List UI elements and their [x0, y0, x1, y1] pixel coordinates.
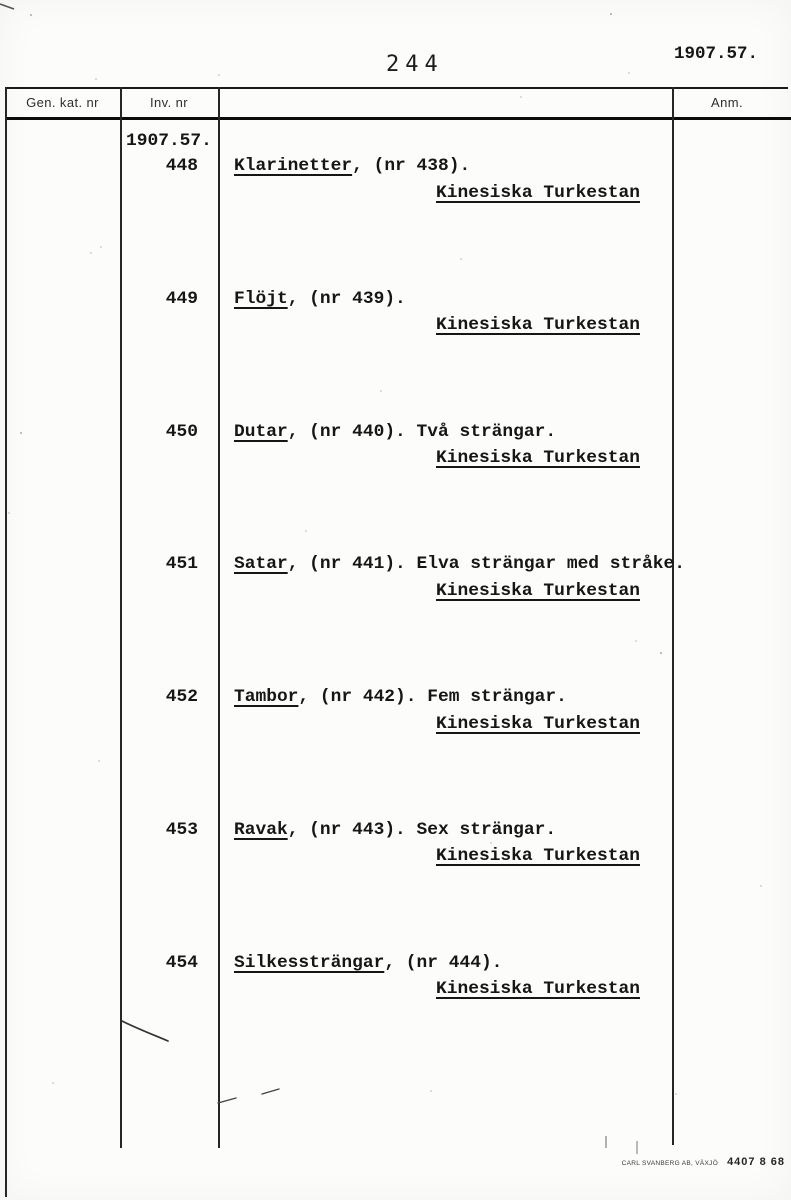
scan-speck [380, 390, 382, 392]
column-header-gen-kat-nr: Gen. kat. nr [26, 95, 99, 110]
scan-speck [760, 885, 762, 887]
table-row [0, 290, 791, 423]
entry-text [234, 688, 567, 708]
printer-name: CARL SVANBERG AB, VÄXJÖ [621, 1160, 719, 1167]
scan-speck [90, 252, 92, 254]
inventory-number: 448 [165, 156, 198, 176]
scan-speck [635, 640, 637, 642]
object-description: , (nr 439). [287, 288, 406, 309]
scan-speck [305, 530, 307, 532]
object-name: Silkessträngar [234, 952, 385, 973]
column-header-inv-nr: Inv. nr [150, 95, 188, 110]
scan-speck [100, 246, 102, 248]
object-name: Satar [234, 554, 288, 575]
origin-label: Kinesiska Turkestan [436, 448, 640, 469]
table-row [0, 954, 791, 1087]
scan-speck [490, 842, 492, 844]
object-name: Dutar [234, 421, 288, 442]
scan-speck [430, 1090, 432, 1092]
origin-label: Kinesiska Turkestan [436, 979, 640, 1000]
origin-label: Kinesiska Turkestan [436, 846, 640, 867]
pencil-dash-1 [218, 1098, 236, 1103]
printer-imprint [622, 1156, 785, 1168]
page-number: 244 [386, 52, 444, 77]
table-row [0, 555, 791, 688]
pencil-dash-2 [262, 1089, 279, 1094]
entry-text [234, 423, 556, 443]
entry-text [234, 157, 470, 177]
origin-label: Kinesiska Turkestan [436, 315, 640, 336]
scan-speck [30, 14, 32, 16]
object-description: , (nr 440). Två strängar. [287, 421, 557, 442]
inventory-number: 451 [165, 554, 198, 575]
scan-speck [610, 13, 612, 15]
scan-speck [52, 1082, 54, 1084]
scan-speck [460, 258, 462, 260]
object-description: , (nr 444). [384, 952, 503, 973]
printer-code: 4407 8 68 [727, 1156, 785, 1168]
object-name: Tambor [234, 687, 299, 708]
inventory-number: 450 [165, 421, 198, 442]
table-top-rule [5, 87, 788, 89]
origin-label: Kinesiska Turkestan [436, 182, 640, 203]
scan-speck [8, 512, 10, 514]
scan-speck [520, 96, 522, 98]
object-description: , (nr 438). [352, 156, 471, 176]
object-description: , (nr 443). Sex strängar. [287, 819, 557, 840]
entry-text [234, 821, 556, 841]
scan-speck [20, 432, 22, 434]
column-header-anm: Anm. [711, 95, 743, 110]
object-name: Ravak [234, 819, 288, 840]
scan-speck [95, 78, 97, 80]
table-row [0, 821, 791, 954]
inventory-number: 454 [165, 952, 198, 973]
object-description: , (nr 442). Fem strängar. [298, 687, 567, 708]
object-name: Flöjt [234, 288, 288, 309]
scan-speck [628, 72, 630, 74]
entry-text [234, 290, 406, 310]
table-row [0, 688, 791, 821]
object-description: , (nr 441). Elva strängar med stråke. [287, 554, 685, 575]
entry-text [234, 954, 502, 974]
object-name: Klarinetter [234, 156, 353, 176]
inventory-number: 453 [165, 819, 198, 840]
scan-speck [660, 652, 662, 654]
table-row [0, 423, 791, 556]
corner-mark [0, 4, 14, 9]
origin-label: Kinesiska Turkestan [436, 713, 640, 734]
entry-text [234, 555, 685, 575]
group-header-year: 1907.57. [126, 131, 212, 151]
scan-speck [675, 1093, 677, 1095]
table-row [0, 157, 791, 290]
scan-speck [98, 760, 100, 762]
origin-label: Kinesiska Turkestan [436, 580, 640, 601]
catalog-reference: 1907.57. [674, 44, 759, 64]
inventory-number: 449 [165, 288, 198, 309]
table-rows [0, 157, 791, 1087]
inventory-number: 452 [165, 687, 198, 708]
scan-speck [218, 74, 220, 76]
